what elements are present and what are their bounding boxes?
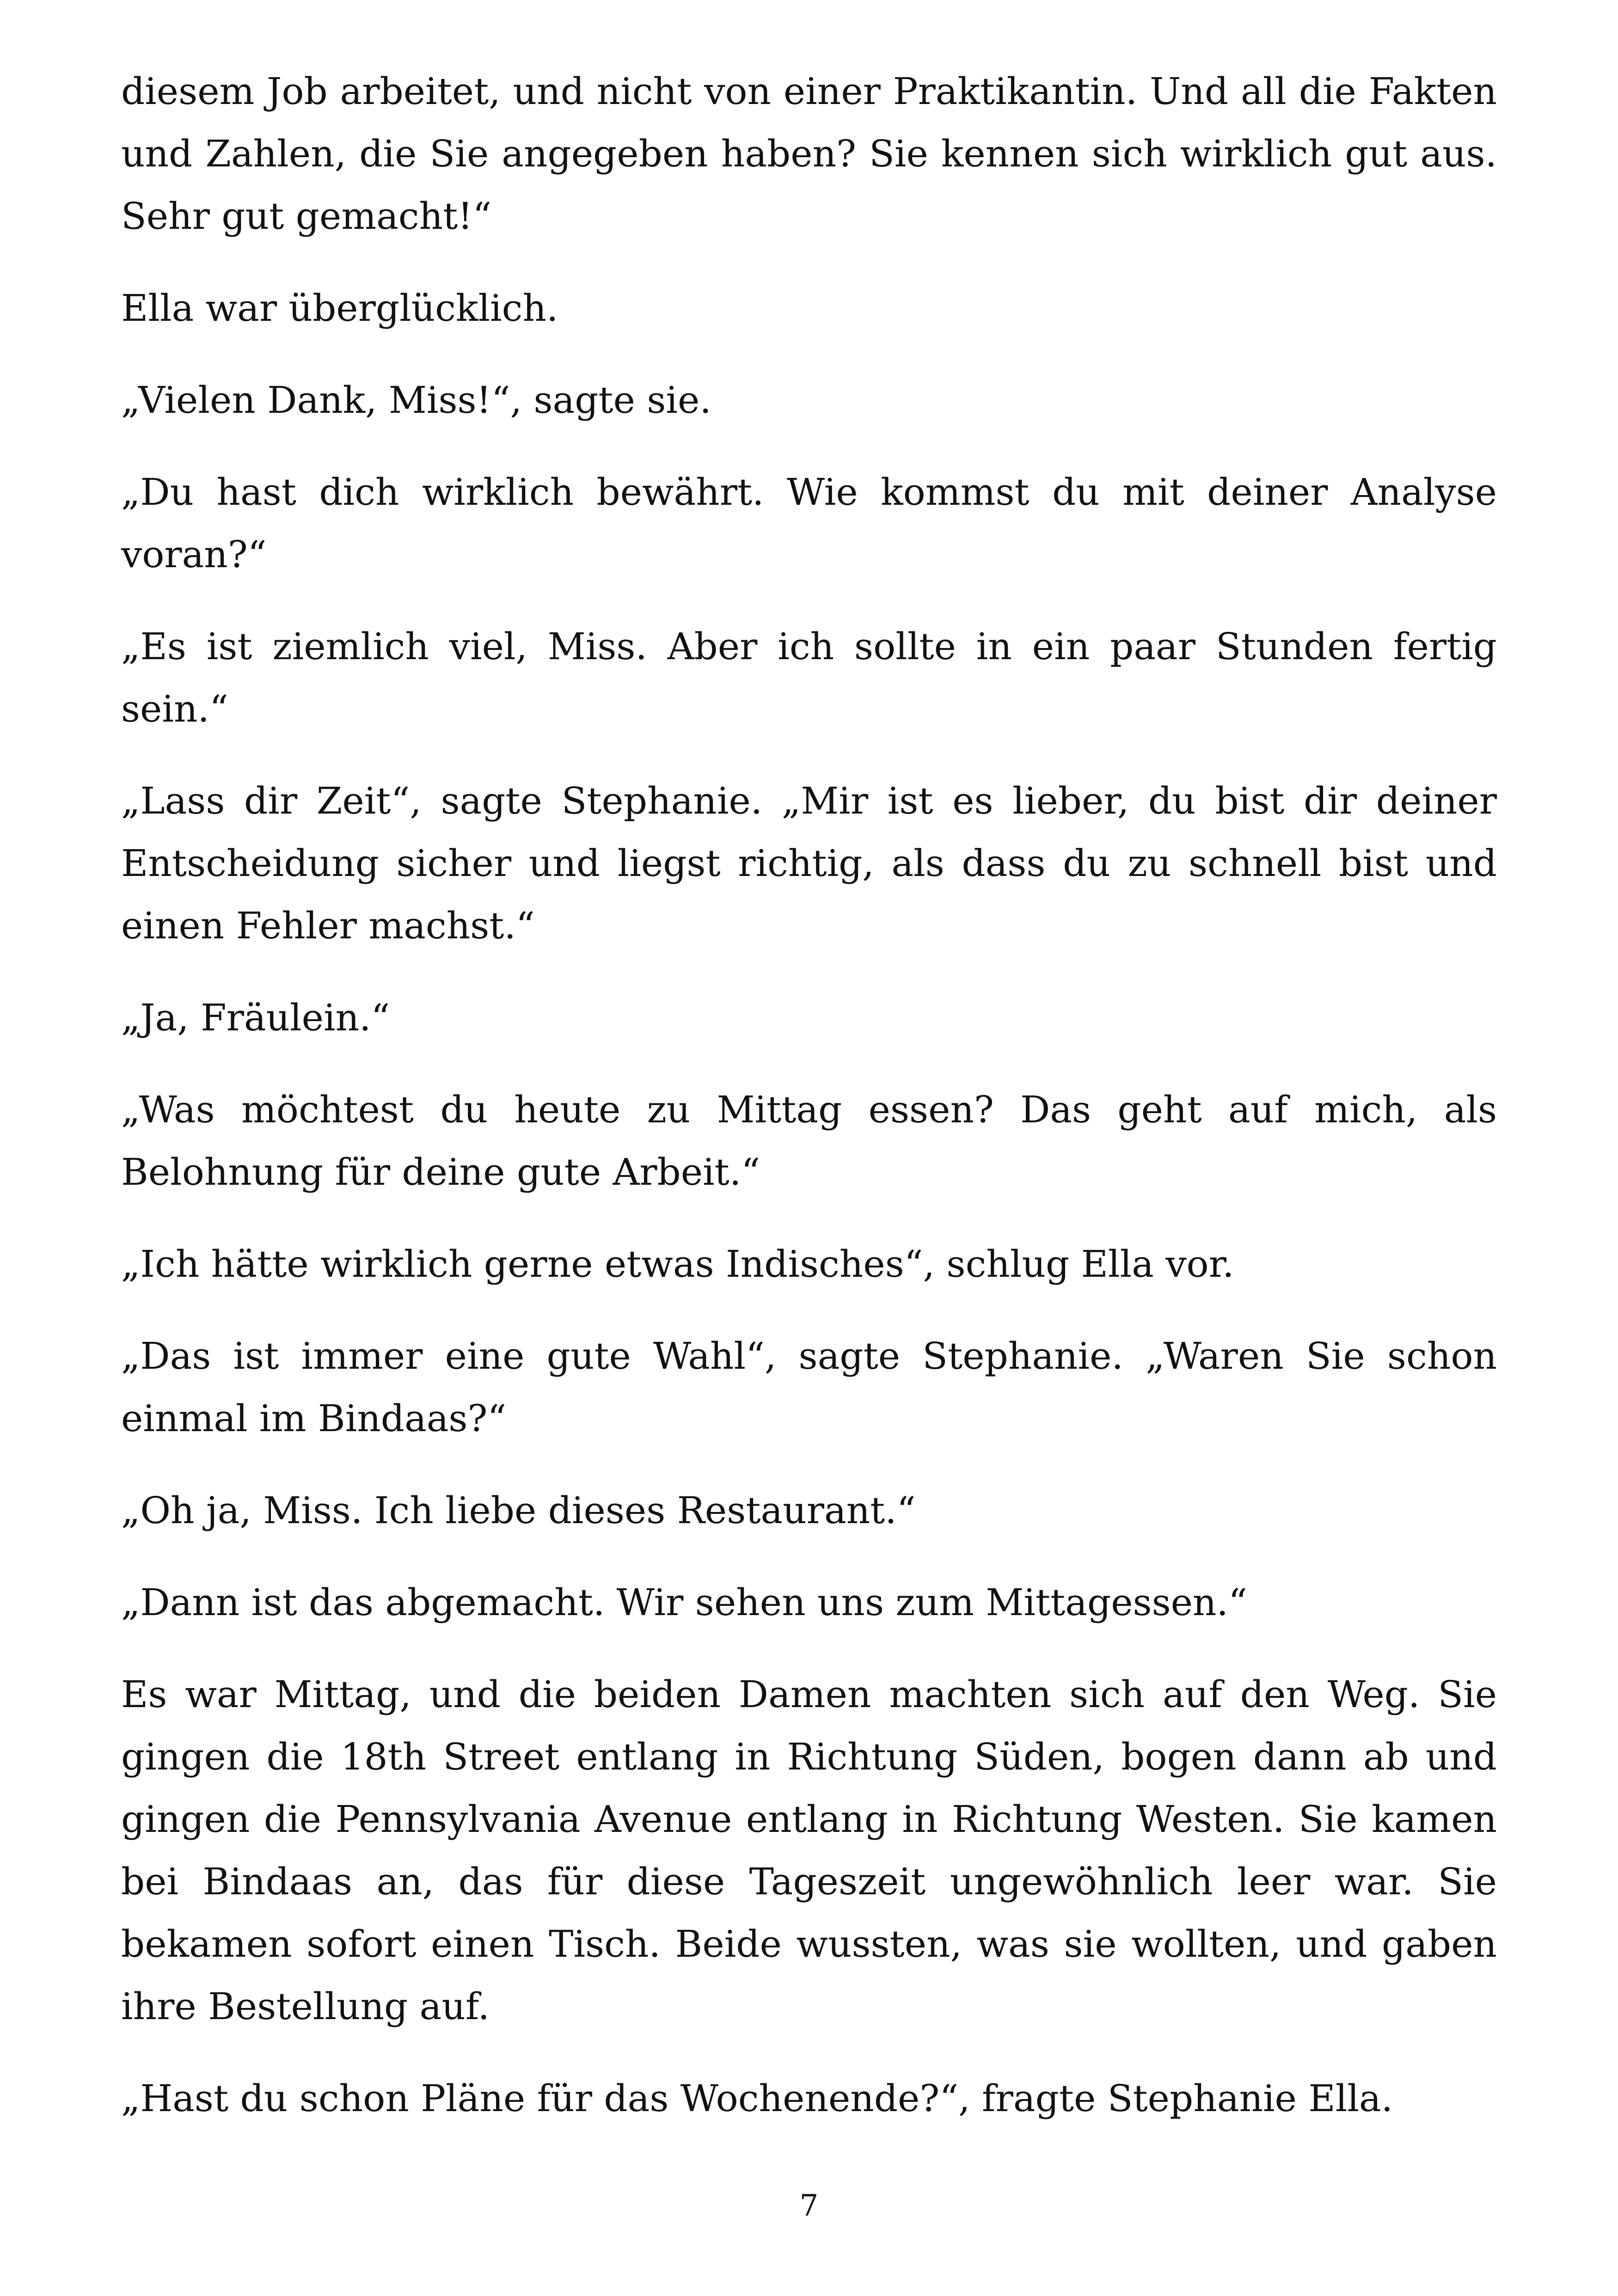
paragraph: „Ich hätte wirklich gerne etwas Indisches“, schlug Ella vor. — [121, 1243, 1234, 1286]
paragraph: Ella war überglücklich. — [121, 287, 558, 330]
paragraph: diesem Job arbeitet, und nicht von einer Praktikantin. Und all die Fakten und Zahlen, die Sie angegeben haben? Sie kennen sich wirklich gut aus. Sehr gut gemacht!“ — [121, 70, 1497, 238]
paragraph: „Lass dir Zeit“, sagte Stephanie. „Mir ist es lieber, du bist dir deiner Entscheidung sicher und liegst richtig, als dass du zu schnell bist und einen Fehler machst.“ — [121, 779, 1497, 947]
paragraph: „Du hast dich wirklich bewährt. Wie kommst du mit deiner Analyse voran?“ — [121, 471, 1497, 576]
paragraph: „Ja, Fräulein.“ — [121, 996, 390, 1039]
paragraph: „Vielen Dank, Miss!“, sagte sie. — [121, 379, 711, 422]
paragraph: „Dann ist das abgemacht. Wir sehen uns zum Mittagessen.“ — [121, 1581, 1247, 1624]
paragraph: „Es ist ziemlich viel, Miss. Aber ich sollte in ein paar Stunden fertig sein.“ — [121, 625, 1497, 730]
page-body — [121, 60, 1497, 2159]
paragraph: „Hast du schon Pläne für das Wochenende?“, fragte Stephanie Ella. — [121, 2077, 1393, 2120]
paragraph: „Was möchtest du heute zu Mittag essen? Das geht auf mich, als Belohnung für deine gute Arbeit.“ — [121, 1088, 1497, 1194]
page-number: 7 — [799, 2189, 819, 2223]
paragraph: „Das ist immer eine gute Wahl“, sagte Stephanie. „Waren Sie schon einmal im Bindaas?“ — [121, 1335, 1497, 1440]
paragraph: „Oh ja, Miss. Ich liebe dieses Restaurant.“ — [121, 1489, 916, 1532]
paragraph: Es war Mittag, und die beiden Damen machten sich auf den Weg. Sie gingen die 18th Street entlang in Richtung Süden, bogen dann ab und gingen die Pennsylvania Avenue entlang in Richtung Westen. Sie kamen bei Bindaas an, das für diese Tageszeit ungewöhnlich leer war. Sie bekamen sofort einen Tisch. Beide wussten, was sie wollten, und gaben ihre Bestellung auf. — [121, 1673, 1497, 2028]
